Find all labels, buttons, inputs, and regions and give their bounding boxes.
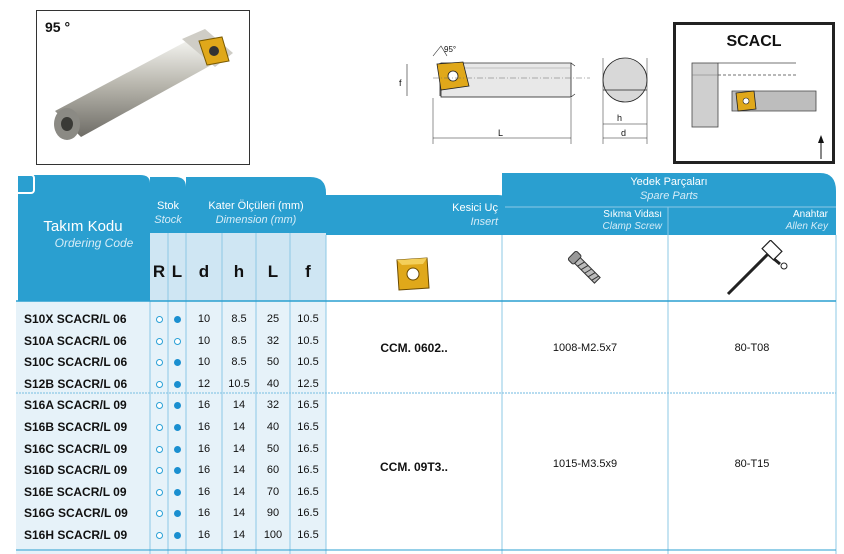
dim-d-value: 10	[197, 313, 211, 325]
dim-f-value: 10.5	[297, 335, 319, 347]
table-row	[0, 525, 844, 546]
spare-parts-header-en: Spare Parts	[639, 190, 699, 202]
ordering-code: S16G SCACR/L 09	[24, 506, 128, 520]
table-row	[0, 439, 844, 460]
dim-d-value: 16	[197, 421, 211, 433]
insert-header: Kesici Uç	[452, 202, 498, 214]
dim-f-value: 16.5	[297, 443, 319, 455]
allen-key-code-group-1: 80-T08	[734, 342, 770, 354]
stock-r-indicator	[156, 446, 163, 453]
stock-l-indicator	[174, 510, 181, 517]
dim-f-value: 16.5	[297, 529, 319, 541]
dim-length-value: 100	[263, 529, 283, 541]
col-length-header: L	[267, 262, 279, 281]
stock-r-indicator	[156, 532, 163, 539]
ordering-code: S16H SCACR/L 09	[24, 528, 128, 542]
allen-key-code-group-2: 80-T15	[734, 458, 770, 470]
dim-f-value: 12.5	[297, 378, 319, 390]
dim-d-value: 10	[197, 335, 211, 347]
product-photo-frame	[36, 10, 250, 165]
dim-h-value: 10.5	[228, 378, 250, 390]
clamp-screw-icon	[563, 245, 609, 293]
clamp-screw-header: Sıkma Vidası	[603, 209, 662, 220]
dim-h-value: 14	[232, 464, 246, 476]
dim-length-value: 25	[266, 313, 280, 325]
col-r-header: R	[152, 262, 166, 281]
dim-d-value: 16	[197, 486, 211, 498]
dim-h-value: 14	[232, 529, 246, 541]
table-row	[0, 374, 844, 395]
insert-header-en: Insert	[470, 216, 498, 228]
application-diagram-box	[673, 22, 835, 164]
dim-length-value: 40	[266, 421, 280, 433]
ordering-code-header: Takım Kodu	[43, 218, 123, 235]
dim-h-value: 14	[232, 507, 246, 519]
stock-header-en: Stock	[154, 214, 182, 226]
col-d-header: d	[198, 262, 210, 281]
dim-f-value: 16.5	[297, 464, 319, 476]
ordering-code: S16E SCACR/L 09	[24, 485, 127, 499]
dimension-d-label: d	[621, 128, 627, 138]
stock-r-indicator	[156, 359, 163, 366]
dim-h-value: 8.5	[231, 313, 247, 325]
ordering-code: S12B SCACR/L 06	[24, 377, 128, 391]
application-diagram	[676, 55, 832, 159]
dim-length-value: 60	[266, 464, 280, 476]
ordering-code: S10X SCACR/L 06	[24, 312, 127, 326]
spare-parts-header: Yedek Parçaları	[630, 176, 708, 188]
table-row	[0, 503, 844, 524]
table-row	[0, 352, 844, 373]
dim-d-value: 16	[197, 399, 211, 411]
clamp-screw-header-en: Clamp Screw	[602, 221, 662, 232]
allen-key-header: Anahtar	[792, 209, 828, 220]
tool-holder-photo	[37, 11, 249, 164]
dimension-f-label: f	[399, 78, 402, 88]
dim-d-value: 10	[197, 356, 211, 368]
dimension-header-en: Dimension (mm)	[215, 214, 297, 226]
stock-l-indicator	[174, 467, 181, 474]
drawing-angle-label: 95°	[444, 45, 457, 54]
dim-f-value: 16.5	[297, 507, 319, 519]
approach-angle-label: 95 °	[45, 19, 71, 35]
col-h-header: h	[233, 262, 245, 281]
ordering-code-header-en: Ordering Code	[54, 236, 134, 250]
dim-length-value: 32	[266, 335, 280, 347]
insert-icon	[393, 254, 433, 294]
stock-l-indicator	[174, 338, 181, 345]
table-row	[0, 309, 844, 330]
dimension-h-label: h	[617, 113, 623, 123]
stock-r-indicator	[156, 510, 163, 517]
dim-f-value: 16.5	[297, 486, 319, 498]
stock-header: Stok	[156, 200, 179, 212]
table-row	[0, 482, 844, 503]
ordering-code: S16A SCACR/L 09	[24, 398, 127, 412]
dim-length-value: 40	[266, 378, 280, 390]
stock-l-indicator	[174, 359, 181, 366]
holder-type-title: SCACL	[726, 33, 782, 50]
clamp-screw-code-group-2: 1015-M3.5x9	[552, 458, 618, 470]
dim-f-value: 16.5	[297, 421, 319, 433]
stock-r-indicator	[156, 489, 163, 496]
stock-l-indicator	[174, 381, 181, 388]
dim-d-value: 16	[197, 529, 211, 541]
table-row	[0, 395, 844, 416]
stock-l-indicator	[174, 424, 181, 431]
dimension-l-label: L	[498, 128, 504, 138]
table-row	[0, 417, 844, 438]
col-l-header: L	[171, 262, 183, 281]
dim-length-value: 50	[266, 443, 280, 455]
technical-drawing	[395, 38, 655, 153]
ordering-code: S16C SCACR/L 09	[24, 442, 128, 456]
stock-l-indicator	[174, 532, 181, 539]
col-f-header: f	[305, 262, 311, 281]
ordering-code: S10C SCACR/L 06	[24, 355, 128, 369]
stock-l-indicator	[174, 316, 181, 323]
dim-length-value: 32	[266, 399, 280, 411]
dim-d-value: 16	[197, 464, 211, 476]
insert-code-group-1: CCM. 0602..	[380, 341, 448, 355]
stock-r-indicator	[156, 381, 163, 388]
dim-length-value: 90	[266, 507, 280, 519]
ordering-code: S10A SCACR/L 06	[24, 334, 127, 348]
stock-l-indicator	[174, 446, 181, 453]
dimension-header: Kater Ölçüleri (mm)	[208, 200, 304, 212]
dim-d-value: 12	[197, 378, 211, 390]
dim-h-value: 14	[232, 486, 246, 498]
dim-f-value: 10.5	[297, 356, 319, 368]
stock-r-indicator	[156, 338, 163, 345]
dim-f-value: 10.5	[297, 313, 319, 325]
stock-l-indicator	[174, 489, 181, 496]
dim-length-value: 70	[266, 486, 280, 498]
dim-d-value: 16	[197, 507, 211, 519]
allen-key-header-en: Allen Key	[785, 221, 828, 232]
stock-r-indicator	[156, 424, 163, 431]
stock-r-indicator	[156, 467, 163, 474]
dim-h-value: 8.5	[231, 335, 247, 347]
dim-h-value: 8.5	[231, 356, 247, 368]
clamp-screw-code-group-1: 1008-M2.5x7	[552, 342, 618, 354]
stock-r-indicator	[156, 402, 163, 409]
allen-key-icon	[722, 240, 792, 298]
dim-d-value: 16	[197, 443, 211, 455]
dim-f-value: 16.5	[297, 399, 319, 411]
dim-length-value: 50	[266, 356, 280, 368]
dim-h-value: 14	[232, 399, 246, 411]
ordering-code: S16B SCACR/L 09	[24, 420, 128, 434]
stock-l-indicator	[174, 402, 181, 409]
dim-h-value: 14	[232, 443, 246, 455]
stock-r-indicator	[156, 316, 163, 323]
dim-h-value: 14	[232, 421, 246, 433]
ordering-code: S16D SCACR/L 09	[24, 463, 128, 477]
insert-code-group-2: CCM. 09T3..	[379, 460, 448, 474]
